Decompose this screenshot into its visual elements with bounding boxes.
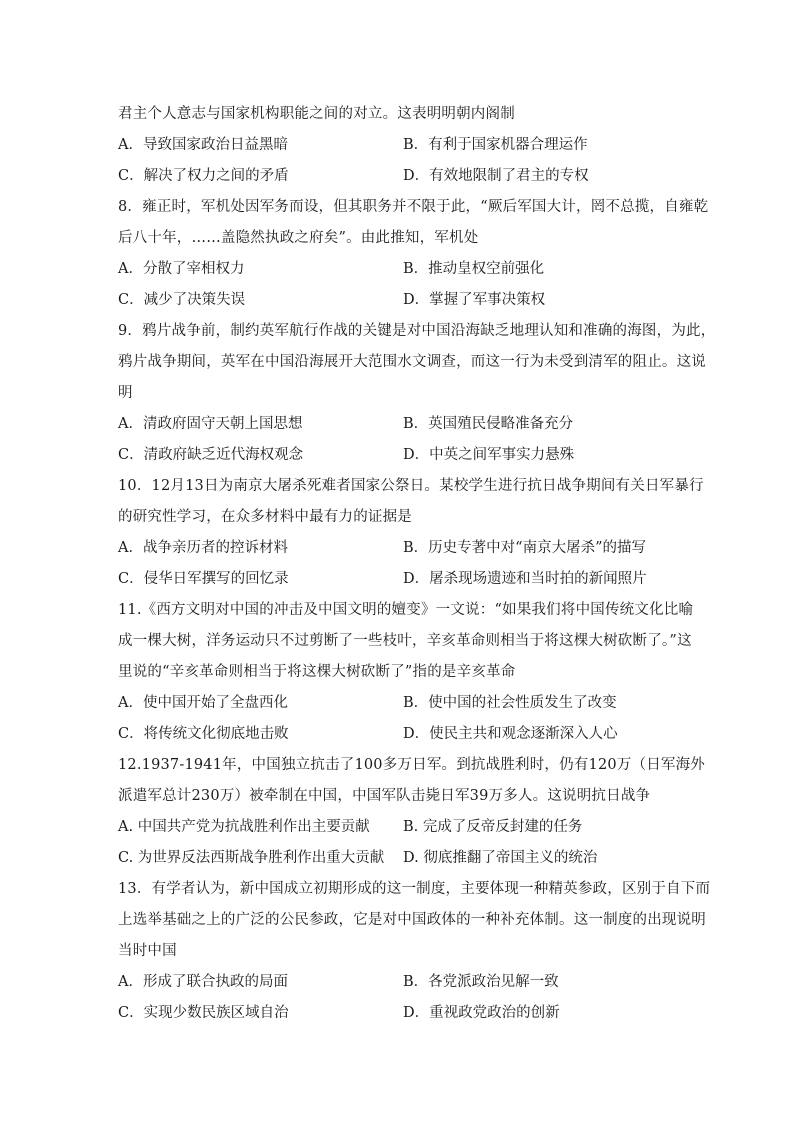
q13-option-d: D．重视政党政治的创新: [403, 1005, 560, 1021]
q7-options-row-1: [118, 130, 678, 161]
q8-option-c: C．减少了决策失误: [118, 292, 246, 308]
q12-option-b: B. 完成了反帝反封建的任务: [403, 819, 583, 835]
q8-option-b: B．推动皇权空前强化: [403, 261, 545, 277]
q9-options-row-1: [118, 409, 678, 440]
q12-option-d: D. 彻底推翻了帝国主义的统治: [403, 850, 598, 866]
q9-option-b: B．英国殖民侵略准备充分: [403, 416, 574, 432]
q11-option-b: B．使中国的社会性质发生了改变: [403, 695, 617, 711]
q10-options-row-1: [118, 533, 678, 564]
q13-option-b: B．各党派政治见解一致: [403, 974, 559, 990]
q13-option-a: A．形成了联合执政的局面: [118, 974, 288, 990]
q9-stem-line-2: 鸦片战争期间，英军在中国沿海展开大范围水文调查，而这一行为未受到清军的阻止。这说: [118, 354, 706, 370]
q13-options-row-1: [118, 967, 678, 998]
q7-option-a: A．导致国家政治日益黑暗: [118, 137, 288, 153]
q8-stem-line-2: 后八十年，……盖隐然执政之府矣”。由此推知，军机处: [118, 230, 479, 246]
question-content: [118, 99, 716, 1029]
q7-stem-tail: 君主个人意志与国家机构职能之间的对立。这表明明朝内阁制: [118, 106, 515, 122]
q9-option-d: D．中英之间军事实力悬殊: [403, 447, 575, 463]
q12-options-row-1: [118, 812, 678, 843]
q11-stem-line-3: 里说的“辛亥革命则相当于将这棵大树砍断了”指的是辛亥革命: [118, 664, 516, 680]
q12-option-c: C. 为世界反法西斯战争胜利作出重大贡献: [118, 850, 385, 866]
q13-stem-line-3: 当时中国: [118, 943, 177, 959]
q11-stem-line-2: 成一棵大树，洋务运动只不过剪断了一些枝叶，辛亥革命则相当于将这棵大树砍断了。”这: [118, 633, 692, 649]
q10-option-a: A．战争亲历者的控诉材料: [118, 540, 288, 556]
q9-option-a: A．清政府固守天朝上国思想: [118, 416, 303, 432]
q11-options-row-2: [118, 719, 678, 750]
q13-options-row-2: [118, 998, 678, 1029]
q12-stem-line-1: 12.1937-1941年，中国独立抗击了100多万日军。到抗战胜利时，仍有120万（日军海外: [118, 757, 706, 773]
q11-option-c: C．将传统文化彻底地击败: [118, 726, 289, 742]
q7-option-c: C．解决了权力之间的矛盾: [118, 168, 289, 184]
q11-options-row-1: [118, 688, 678, 719]
q11-option-d: D．使民主共和观念逐渐深入人心: [403, 726, 618, 742]
q12-option-a: A. 中国共产党为抗战胜利作出主要贡献: [118, 819, 370, 835]
q8-option-a: A．分散了宰相权力: [118, 261, 245, 277]
q7-option-b: B．有利于国家机器合理运作: [403, 137, 588, 153]
q9-stem-line-3: 明: [118, 385, 133, 401]
q12-options-row-2: [118, 843, 678, 874]
q8-options-row-1: [118, 254, 678, 285]
q7-option-d: D．有效地限制了君主的专权: [403, 168, 589, 184]
q13-stem-line-1: 13．有学者认为，新中国成立初期形成的这一制度，主要体现一种精英参政，区别于自下而: [118, 881, 711, 897]
q9-options-row-2: [118, 440, 678, 471]
q8-stem-line-1: 8．雍正时，军机处因军务而设，但其职务并不限于此，“厥后军国大计，罔不总揽，自雍乾: [118, 199, 709, 215]
q10-stem-line-2: 的研究性学习，在众多材料中最有力的证据是: [118, 509, 412, 525]
q10-option-c: C．侵华日军撰写的回忆录: [118, 571, 289, 587]
q12-stem-line-2: 派遣军总计230万）被牵制在中国，中国军队击毙日军39万多人。这说明抗日战争: [118, 788, 651, 804]
q9-option-c: C．清政府缺乏近代海权观念: [118, 447, 304, 463]
q9-stem-line-1: 9．鸦片战争前，制约英军航行作战的关键是对中国沿海缺乏地理认知和准确的海图，为此，: [118, 323, 716, 339]
q11-option-a: A．使中国开始了全盘西化: [118, 695, 288, 711]
q8-options-row-2: [118, 285, 678, 316]
q13-option-c: C．实现少数民族区域自治: [118, 1005, 289, 1021]
q13-stem-line-2: 上选举基础之上的广泛的公民参政，它是对中国政体的一种补充体制。这一制度的出现说明: [118, 912, 706, 928]
q7-options-row-2: [118, 161, 678, 192]
q10-option-b: B．历史专著中对“南京大屠杀”的描写: [403, 540, 646, 556]
q11-stem-line-1: 11.《西方文明对中国的冲击及中国文明的嬗变》一文说：“如果我们将中国传统文化比喻: [118, 602, 694, 618]
q10-stem-line-1: 10．12月13日为南京大屠杀死难者国家公祭日。某校学生进行抗日战争期间有关日军暴行: [118, 478, 704, 494]
q10-option-d: D．屠杀现场遗迹和当时拍的新闻照片: [403, 571, 647, 587]
q10-options-row-2: [118, 564, 678, 595]
q8-option-d: D．掌握了军事决策权: [403, 292, 546, 308]
